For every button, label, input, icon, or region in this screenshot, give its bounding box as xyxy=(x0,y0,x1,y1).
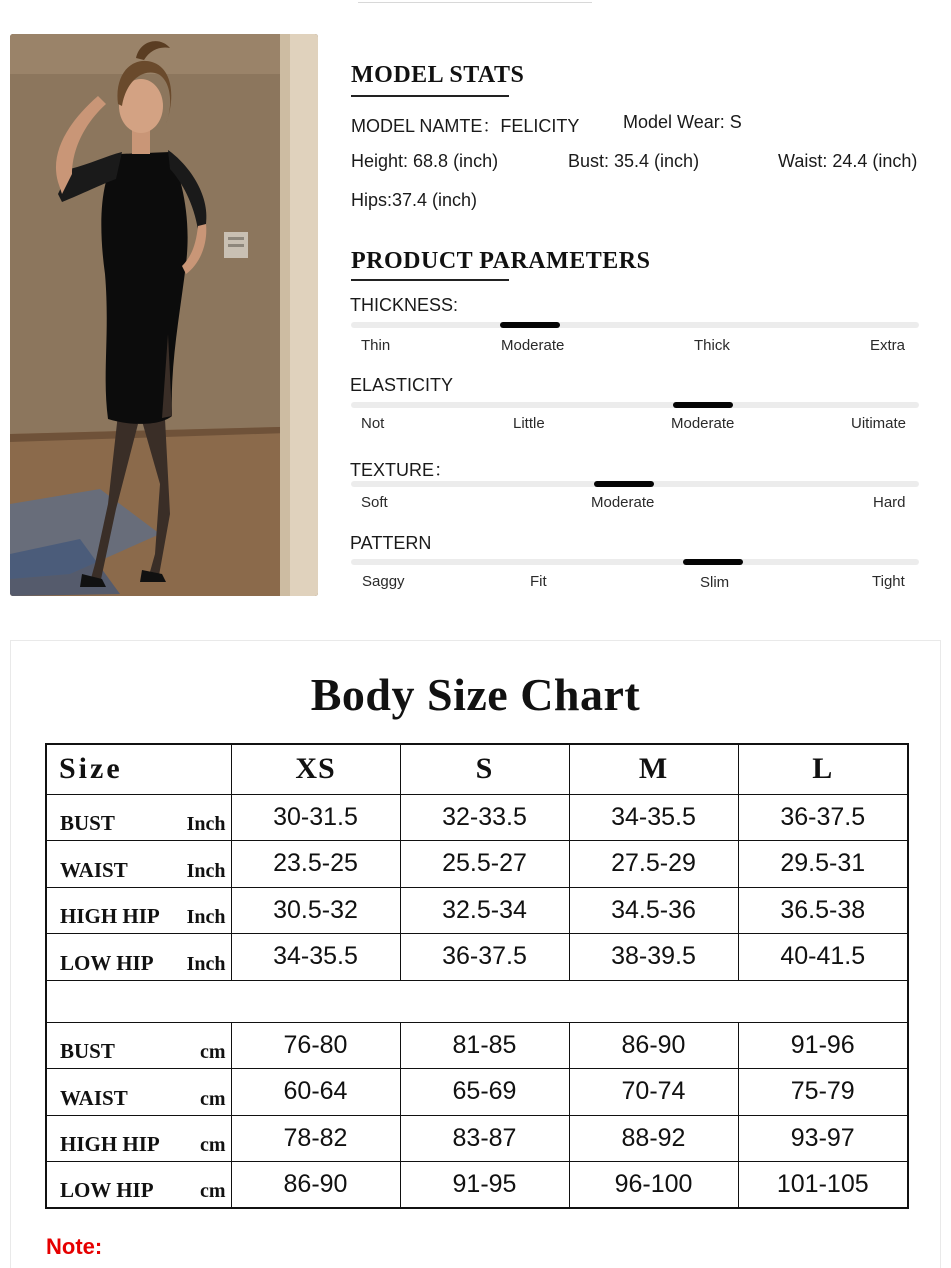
product-parameters-underline xyxy=(351,279,509,281)
texture-label: TEXTURE： xyxy=(350,460,453,480)
row-unit: Inch xyxy=(186,906,226,928)
table-cell: 86-90 xyxy=(569,1022,738,1069)
pattern-option-tight: Tight xyxy=(872,573,905,590)
pattern-marker xyxy=(683,559,743,565)
table-cell: 91-95 xyxy=(400,1162,569,1209)
table-separator-cell xyxy=(46,980,908,1022)
size-chart-table xyxy=(45,743,909,1209)
thickness-scale xyxy=(351,322,919,328)
model-stats-title: MODEL STATS xyxy=(351,62,525,88)
row-label-cell xyxy=(46,1162,231,1209)
thickness-option-extra: Extra xyxy=(870,337,906,354)
texture-option-soft: Soft xyxy=(361,494,388,511)
row-unit: cm xyxy=(199,1041,226,1063)
table-cell: 76-80 xyxy=(231,1022,400,1069)
size-header-l: L xyxy=(738,744,908,794)
table-cell: 34-35.5 xyxy=(569,794,738,841)
texture-option-hard: Hard xyxy=(873,494,906,511)
table-cell: 32.5-34 xyxy=(400,887,569,934)
table-cell: 30-31.5 xyxy=(231,794,400,841)
table-cell: 96-100 xyxy=(569,1162,738,1209)
elasticity-option-ultimate: Uitimate xyxy=(851,415,907,432)
row-label-cell xyxy=(46,1069,231,1116)
table-cell: 27.5-29 xyxy=(569,841,738,888)
table-row xyxy=(46,1115,908,1162)
table-cell: 32-33.5 xyxy=(400,794,569,841)
pattern-scale xyxy=(351,559,919,565)
table-row xyxy=(46,1022,908,1069)
table-cell: 83-87 xyxy=(400,1115,569,1162)
thickness-option-moderate: Moderate xyxy=(501,337,565,354)
table-cell: 25.5-27 xyxy=(400,841,569,888)
table-cell: 34-35.5 xyxy=(231,934,400,981)
table-cell: 38-39.5 xyxy=(569,934,738,981)
thickness-option-thin: Thin xyxy=(361,337,391,354)
texture-marker xyxy=(594,481,654,487)
texture-scale xyxy=(351,481,919,487)
elasticity-marker xyxy=(673,402,733,408)
pattern-label: PATTERN xyxy=(350,533,432,553)
table-cell: 23.5-25 xyxy=(231,841,400,888)
size-header-xs: XS xyxy=(231,744,400,794)
row-label: BUST xyxy=(60,1039,115,1063)
table-cell: 88-92 xyxy=(569,1115,738,1162)
table-cell: 40-41.5 xyxy=(738,934,908,981)
table-row xyxy=(46,887,908,934)
table-row xyxy=(46,794,908,841)
row-label-cell xyxy=(46,1115,231,1162)
elasticity-label: ELASTICITY xyxy=(350,375,454,395)
table-cell: 101-105 xyxy=(738,1162,908,1209)
table-row xyxy=(46,934,908,981)
row-label-cell xyxy=(46,794,231,841)
thickness-marker xyxy=(500,322,560,328)
model-wear: Model Wear: S xyxy=(623,112,742,132)
row-label: WAIST xyxy=(60,1085,128,1110)
note-label: Note: xyxy=(46,1234,103,1259)
table-cell: 36.5-38 xyxy=(738,887,908,934)
model-hips: Hips:37.4 (inch) xyxy=(351,190,478,210)
row-unit: cm xyxy=(199,1087,226,1110)
table-cell: 70-74 xyxy=(569,1069,738,1116)
table-separator-row xyxy=(46,980,908,1022)
row-label-cell xyxy=(46,887,231,934)
row-label-cell xyxy=(46,1022,231,1069)
size-chart-title: Body Size Chart xyxy=(310,669,641,720)
table-cell: 93-97 xyxy=(738,1115,908,1162)
row-label: BUST xyxy=(60,811,115,835)
row-label-cell xyxy=(46,841,231,888)
size-header-label: Size xyxy=(46,744,231,794)
thickness-label: THICKNESS: xyxy=(350,295,459,315)
pattern-option-saggy: Saggy xyxy=(362,573,405,590)
elasticity-option-moderate: Moderate xyxy=(671,415,735,432)
row-unit: cm xyxy=(199,1134,226,1156)
size-header-row xyxy=(46,744,908,794)
size-header-s: S xyxy=(400,744,569,794)
table-cell: 36-37.5 xyxy=(738,794,908,841)
pattern-option-fit: Fit xyxy=(530,573,547,590)
row-unit: Inch xyxy=(186,813,226,835)
table-cell: 29.5-31 xyxy=(738,841,908,888)
table-cell: 78-82 xyxy=(231,1115,400,1162)
model-waist: Waist: 24.4 (inch) xyxy=(778,151,918,171)
row-unit: Inch xyxy=(186,859,226,882)
table-row xyxy=(46,1162,908,1209)
elasticity-scale xyxy=(351,402,919,408)
model-stats-underline xyxy=(351,95,509,97)
elasticity-option-not: Not xyxy=(361,415,385,432)
elasticity-option-little: Little xyxy=(513,415,545,432)
row-unit: cm xyxy=(199,1180,226,1202)
table-cell: 30.5-32 xyxy=(231,887,400,934)
top-divider xyxy=(358,2,592,3)
product-parameters-title: PRODUCT PARAMETERS xyxy=(351,248,651,274)
row-label: LOW HIP xyxy=(60,950,154,975)
model-height: Height: 68.8 (inch) xyxy=(351,151,499,171)
table-cell: 34.5-36 xyxy=(569,887,738,934)
table-row xyxy=(46,1069,908,1116)
table-cell: 65-69 xyxy=(400,1069,569,1116)
table-row xyxy=(46,841,908,888)
row-unit: Inch xyxy=(186,952,226,975)
row-label: LOW HIP xyxy=(60,1178,154,1202)
row-label: HIGH HIP xyxy=(60,904,160,928)
row-label: HIGH HIP xyxy=(60,1132,160,1156)
texture-option-moderate: Moderate xyxy=(591,494,655,511)
table-cell: 75-79 xyxy=(738,1069,908,1116)
size-header-m: M xyxy=(569,744,738,794)
thickness-option-thick: Thick xyxy=(694,337,730,354)
model-bust: Bust: 35.4 (inch) xyxy=(568,151,700,171)
model-name: MODEL NAMTE：FELICITY xyxy=(351,116,580,136)
pattern-option-slim: Slim xyxy=(700,574,730,591)
table-cell: 60-64 xyxy=(231,1069,400,1116)
row-label-cell xyxy=(46,934,231,981)
table-cell: 36-37.5 xyxy=(400,934,569,981)
table-cell: 86-90 xyxy=(231,1162,400,1209)
row-label: WAIST xyxy=(60,857,128,882)
table-cell: 91-96 xyxy=(738,1022,908,1069)
table-cell: 81-85 xyxy=(400,1022,569,1069)
model-photo xyxy=(10,34,318,596)
